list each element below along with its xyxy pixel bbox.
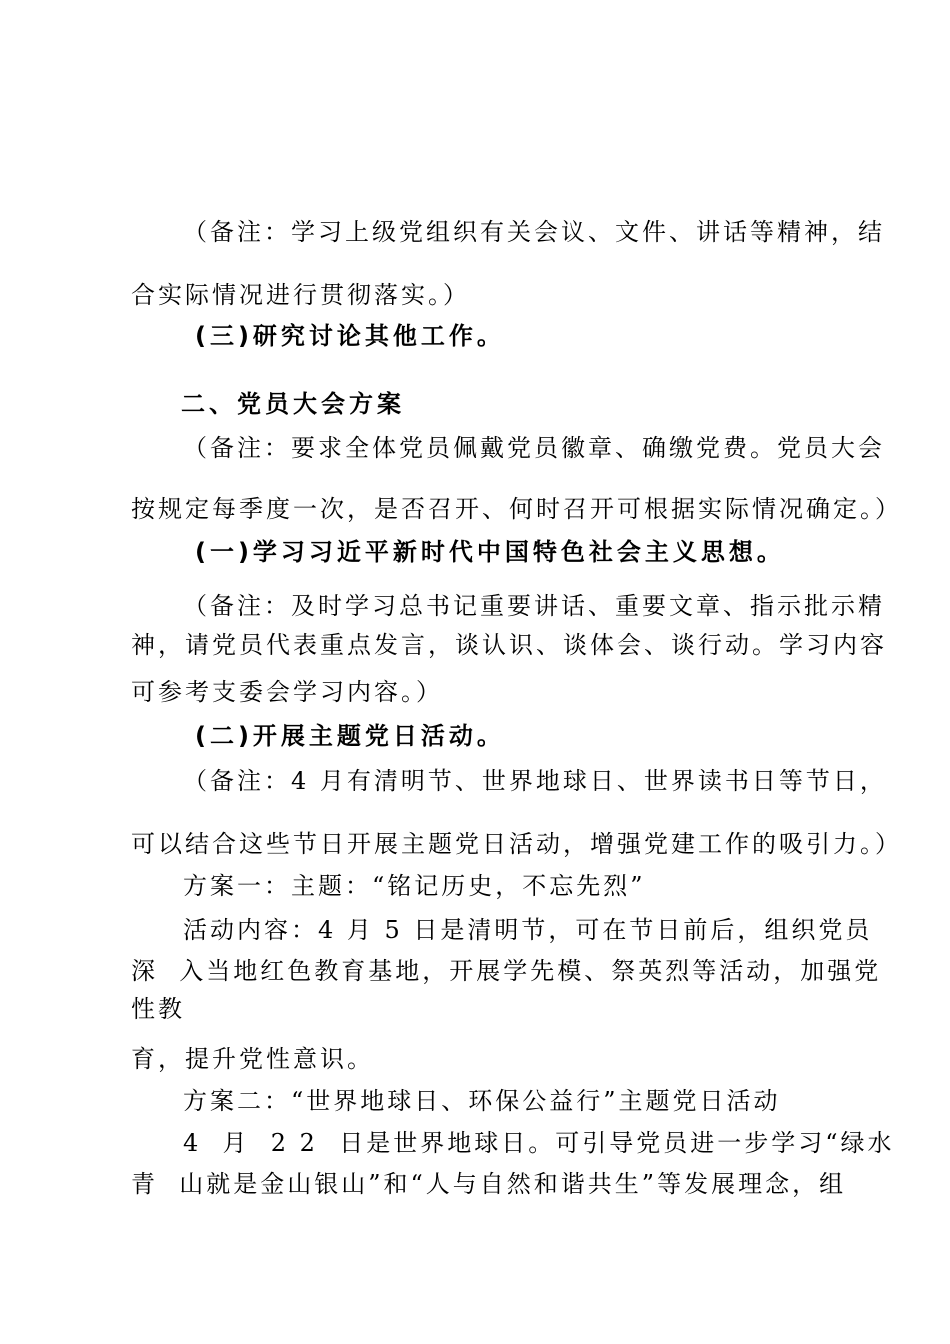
note-study-superior-line-2: 合实际情况进行贯彻落实。） xyxy=(131,281,470,309)
note-badge-fees-line-2: 按规定每季度一次，是否召开、何时召开可根据实际情况确定。） xyxy=(131,495,902,523)
plan-one-content-line-2: 深 入当地红色教育基地，开展学先模、祭英烈等活动，加强党 xyxy=(131,957,882,985)
note-study-superior-line-1: （备注：学习上级党组织有关会议、文件、讲话等精神，结 xyxy=(183,218,885,246)
note-april-festivals-line-1: （备注：4 月有清明节、世界地球日、世界读书日等节日， xyxy=(183,767,887,795)
plan-one-content-line-3: 性教 xyxy=(131,995,185,1023)
plan-one-content-line-1: 活动内容：4 月 5 日是清明节，可在节日前后，组织党员 xyxy=(183,916,873,944)
item-three-discuss-other-work: (三)研究讨论其他工作。 xyxy=(195,322,505,350)
note-study-speech-line-3: 可参考支委会学习内容。） xyxy=(131,678,443,706)
plan-one-content-line-4: 育，提升党性意识。 xyxy=(131,1045,374,1073)
note-april-festivals-line-2: 可以结合这些节日开展主题党日活动，增强党建工作的吸引力。） xyxy=(131,830,902,858)
note-study-speech-line-2: 神，请党员代表重点发言，谈认识、谈体会、谈行动。学习内容 xyxy=(131,631,887,659)
note-study-speech-line-1: （备注：及时学习总书记重要讲话、重要文章、指示批示精 xyxy=(183,592,885,620)
plan-one-theme: 方案一：主题：“铭记历史，不忘先烈” xyxy=(183,872,646,900)
item-two-theme-day-activity: (二)开展主题党日活动。 xyxy=(195,722,505,750)
plan-two-theme: 方案二：“世界地球日、环保公益行”主题党日活动 xyxy=(183,1087,781,1115)
item-one-study-thought: (一)学习习近平新时代中国特色社会主义思想。 xyxy=(195,538,785,566)
section-heading-party-member-meeting: 二、党员大会方案 xyxy=(181,390,405,418)
plan-two-content-line-2: 青 山就是金山银山”和“人与自然和谐共生”等发展理念，组 xyxy=(131,1170,847,1198)
note-badge-fees-line-1: （备注：要求全体党员佩戴党员徽章、确缴党费。党员大会 xyxy=(183,434,885,462)
plan-two-content-line-1: 4 月 2 2 日是世界地球日。可引导党员进一步学习“绿水 xyxy=(183,1129,895,1157)
